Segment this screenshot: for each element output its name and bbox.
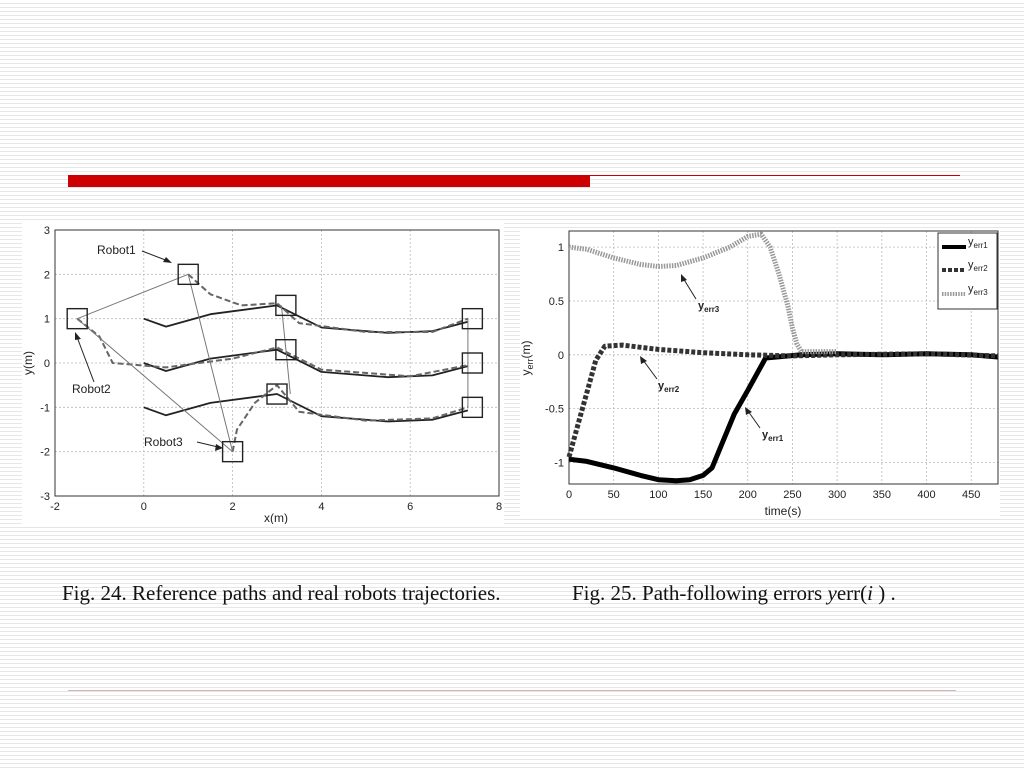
y-axis-label-text: $y_{err}(m)$ — [520, 340, 535, 376]
caption-prefix: Fig. 25. Path-following errors — [572, 581, 828, 605]
y-tick-label: 0.5 — [548, 295, 564, 308]
legend — [938, 233, 997, 309]
x-tick-label: 0 — [565, 489, 573, 501]
y-tick-label: -2 — [40, 446, 50, 459]
yerr1-arrow — [748, 411, 760, 428]
x-tick-label: 8 — [495, 501, 503, 513]
x-tick-label: 450 — [962, 489, 981, 501]
series-line-yerr2 — [569, 345, 998, 457]
robot1-arrowhead — [163, 257, 172, 263]
y-tick-label: 1 — [43, 313, 50, 326]
x-tick-label: 300 — [827, 489, 847, 501]
robot3-arrow — [197, 442, 218, 447]
x-tick-label: -2 — [50, 501, 60, 513]
x-tick-label: 0 — [140, 501, 147, 513]
y-tick-label: -0.5 — [545, 403, 564, 416]
figure-24 — [22, 222, 504, 524]
yerr3-arrowhead — [681, 274, 687, 282]
yerr3-annotation: $y_{err3}$ — [698, 300, 720, 314]
y-axis-label: y(m) — [22, 351, 35, 375]
x-tick-label: 350 — [872, 489, 891, 501]
y-tick-label: -1 — [40, 402, 50, 415]
robot3-label: Robot3 — [144, 435, 183, 449]
figure-24-caption: Fig. 24. Reference paths and real robots trajectories. — [62, 581, 501, 605]
yerr2-arrowhead — [640, 356, 647, 364]
robot3-arrowhead — [215, 444, 223, 451]
x-tick-label: 400 — [917, 489, 936, 501]
series-line-solid-0 — [144, 305, 468, 333]
y-tick-label: 3 — [43, 225, 50, 237]
x-tick-label: 6 — [407, 501, 414, 513]
yerr1-annotation: $y_{err1}$ — [762, 429, 784, 443]
legend-label-yerr1: $y_{err1}$ — [968, 236, 988, 250]
trajectory-plot — [22, 222, 504, 524]
x-tick-label: 2 — [229, 501, 236, 513]
y-tick-label: -3 — [40, 491, 50, 503]
x-tick-label: 4 — [318, 501, 325, 513]
robot1-arrow — [142, 251, 168, 261]
y-tick-label: 0 — [557, 349, 564, 362]
yerr2-arrow — [643, 360, 657, 379]
title-accent-bar — [68, 175, 590, 187]
x-tick-label: 50 — [607, 489, 620, 501]
series-line-dashed-4 — [77, 319, 468, 377]
y-tick-label: 0 — [43, 358, 50, 370]
yerr1-arrowhead — [745, 407, 752, 415]
x-axis-label: time(s) — [764, 504, 802, 518]
y-tick-label: -1 — [554, 457, 564, 470]
series-line-yerr1 — [569, 354, 998, 481]
y-tick-label: 1 — [557, 242, 564, 255]
robot1-label: Robot1 — [97, 243, 136, 257]
caption-y: y — [827, 581, 837, 605]
robot2-arrowhead — [75, 332, 81, 340]
caption-suffix: ) . — [872, 581, 896, 605]
title-accent-line — [590, 175, 960, 176]
x-axis-label: x(m) — [264, 511, 288, 524]
figure-25 — [520, 228, 1000, 518]
x-tick-label: 200 — [738, 489, 757, 501]
caption-i: i — [867, 581, 873, 605]
error-plot — [520, 228, 1000, 518]
figure-25-caption — [572, 579, 992, 607]
x-tick-label: 100 — [649, 489, 668, 501]
legend-label-yerr3: $y_{err3}$ — [968, 283, 988, 297]
series-line-dashed-3 — [188, 274, 468, 332]
x-tick-label: 250 — [783, 489, 802, 501]
robot2-arrow — [77, 337, 94, 382]
legend-label-yerr2: $y_{err2}$ — [968, 259, 988, 273]
y-tick-label: 2 — [43, 269, 50, 282]
yerr3-arrow — [683, 278, 696, 299]
robot2-label: Robot2 — [72, 382, 111, 396]
footer-line — [68, 690, 956, 691]
x-tick-label: 150 — [693, 489, 713, 501]
caption-err: err( — [836, 581, 868, 605]
y-axis-label — [520, 341, 535, 376]
yerr2-annotation: $y_{err2}$ — [658, 380, 680, 394]
